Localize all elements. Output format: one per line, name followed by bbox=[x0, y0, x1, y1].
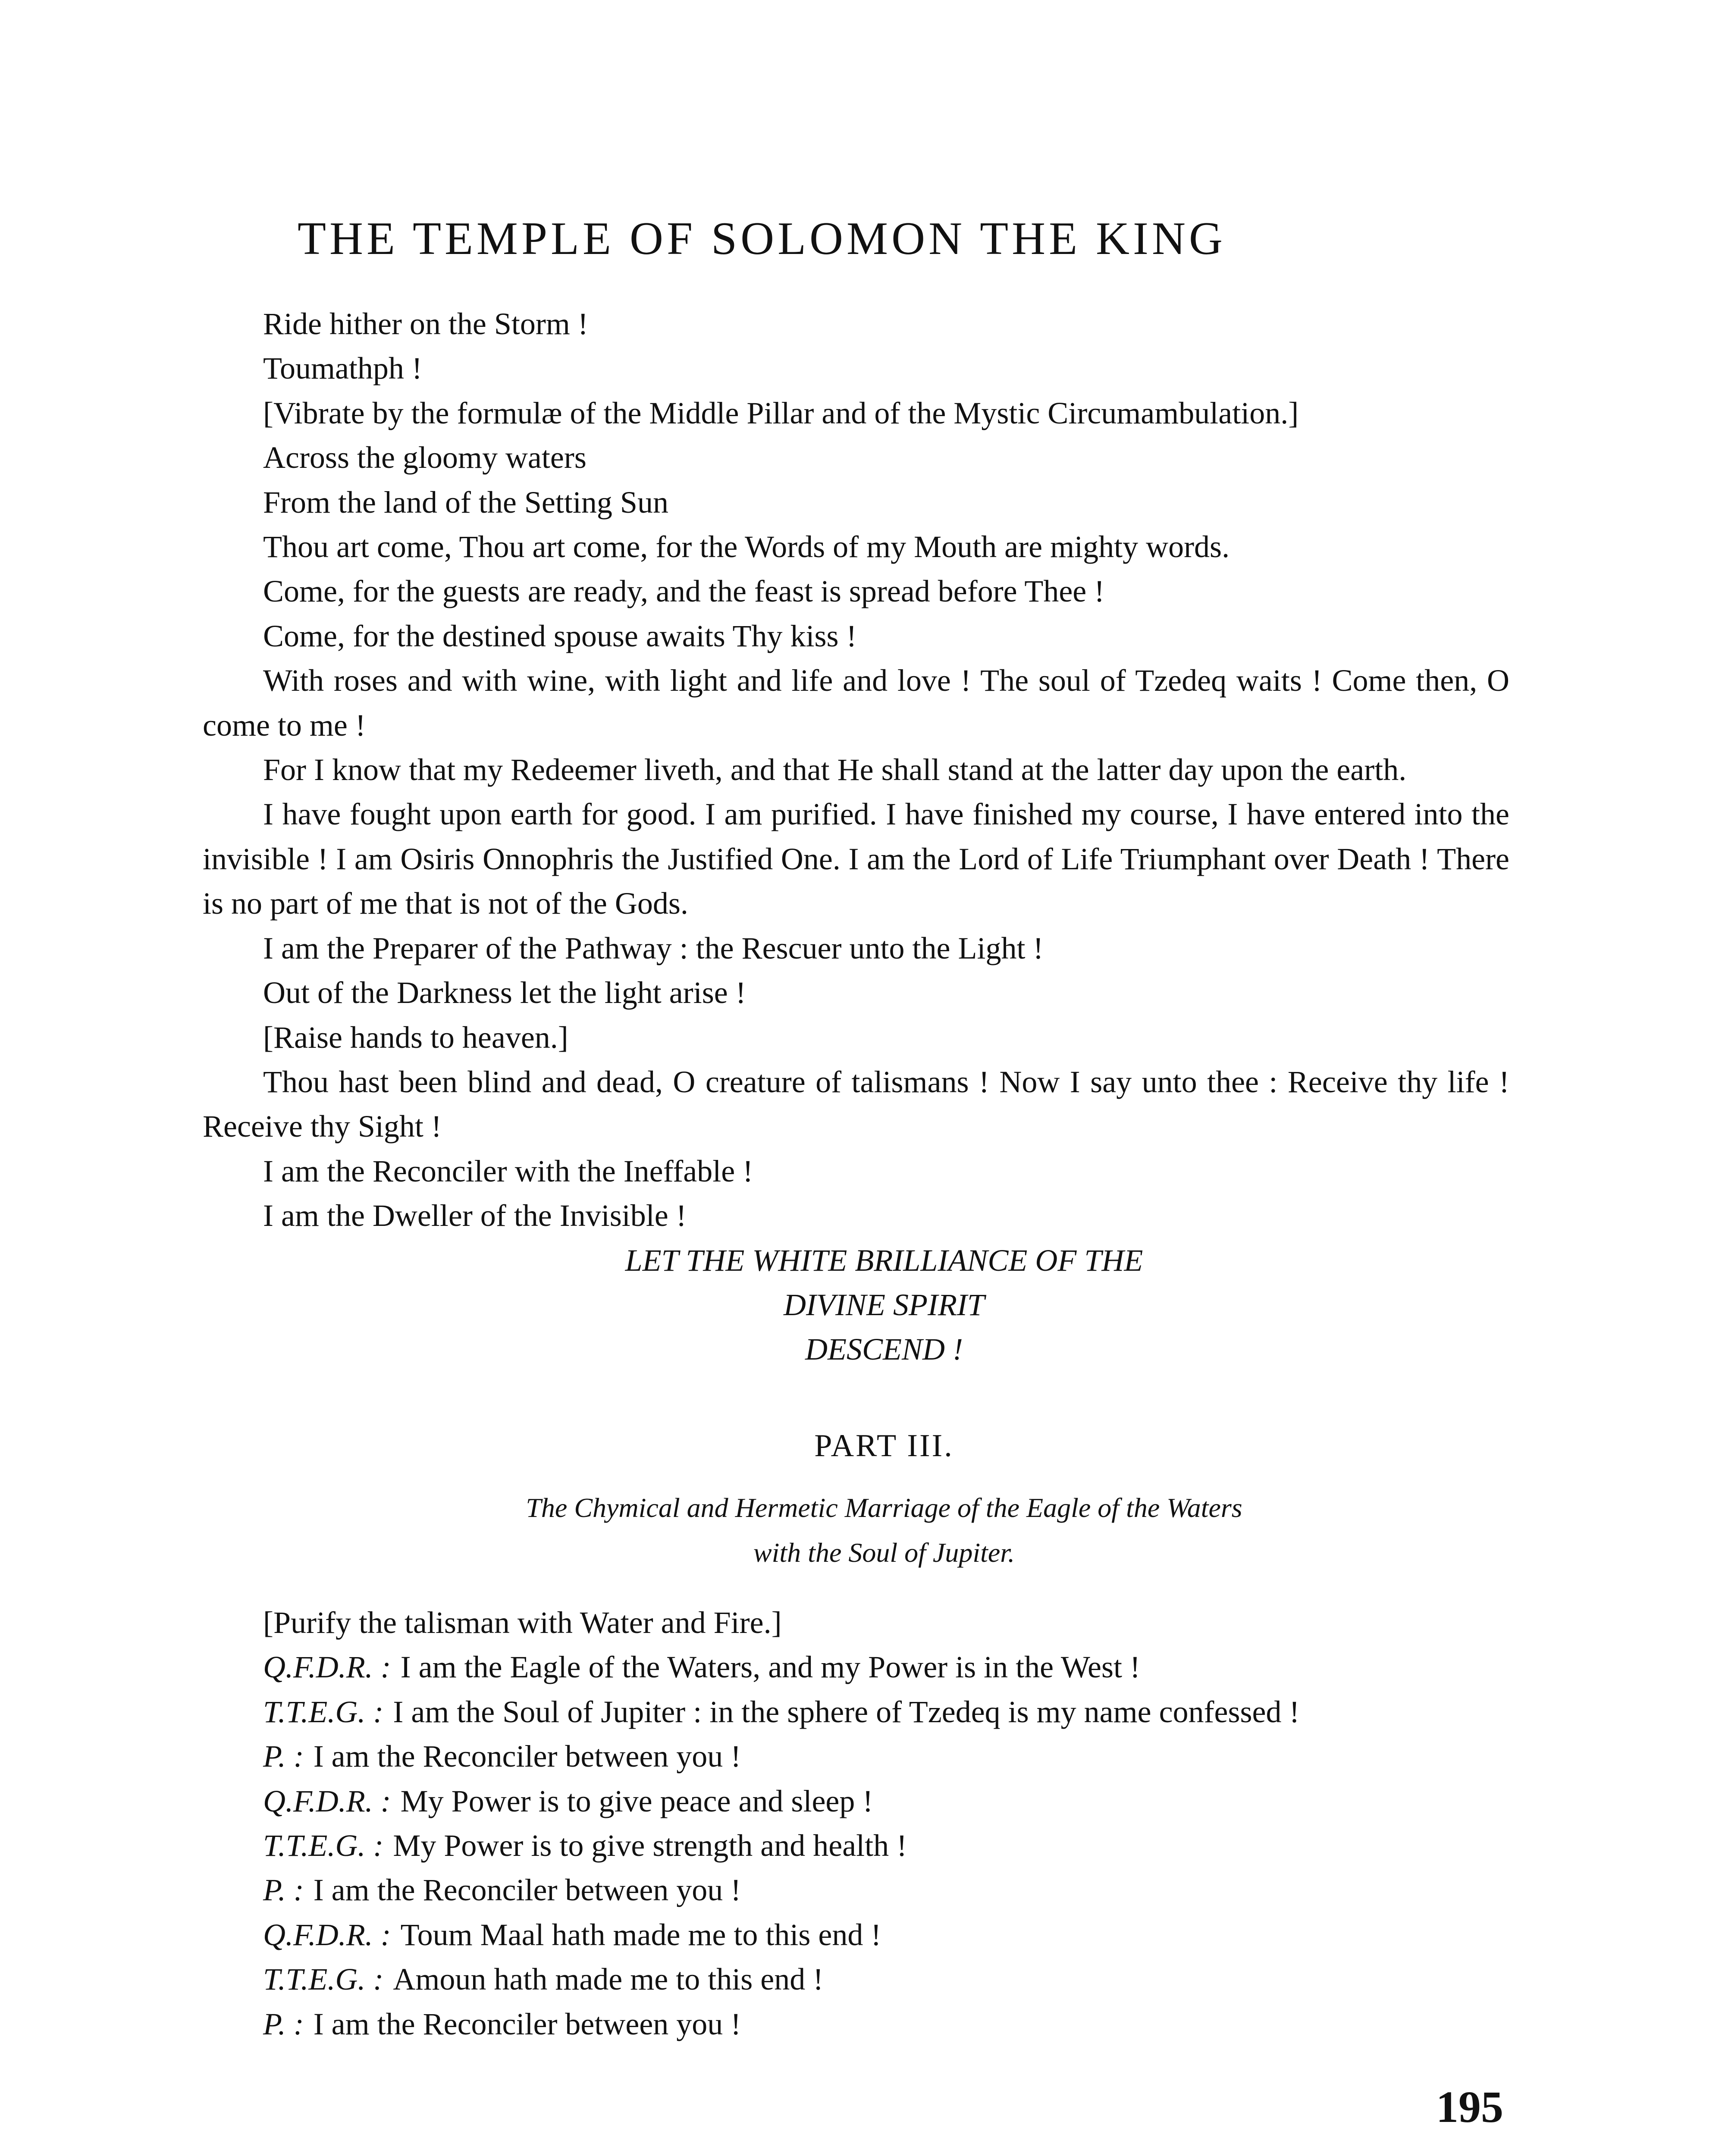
speaker-label: Q.F.D.R. : bbox=[263, 1650, 391, 1685]
text-line: Thou art come, Thou art come, for the Words of my Mouth are mighty words. bbox=[263, 530, 1230, 564]
text-line: Come, for the destined spouse awaits Thy kiss ! bbox=[263, 618, 857, 653]
body-text bbox=[203, 302, 1509, 2046]
speaker-label: Q.F.D.R. : bbox=[263, 1783, 391, 1818]
text-line: I am the Dweller of the Invisible ! bbox=[263, 1198, 687, 1233]
part-subtitle bbox=[203, 1485, 1509, 1575]
part-subtitle-line: with the Soul of Jupiter. bbox=[753, 1537, 1015, 1568]
speaker-label: Q.F.D.R. : bbox=[263, 1917, 391, 1952]
text-line: Ride hither on the Storm ! bbox=[263, 307, 588, 341]
text-line: From the land of the Setting Sun bbox=[263, 485, 668, 520]
part-subtitle-line: The Chymical and Hermetic Marriage of the Eagle of the Waters bbox=[526, 1492, 1242, 1523]
running-head: THE TEMPLE OF SOLOMON THE KING bbox=[298, 213, 1226, 264]
dialogue-text: I am the Soul of Jupiter : in the sphere of Tzedeq is my name confessed ! bbox=[393, 1694, 1300, 1729]
text-line: I am the Reconciler with the Ineffable ! bbox=[263, 1153, 753, 1188]
dialogue-text: I am the Reconciler between you ! bbox=[313, 2006, 741, 2041]
text-line: Come, for the guests are ready, and the feast is spread before Thee ! bbox=[263, 574, 1105, 609]
speaker-label: T.T.E.G. : bbox=[263, 1828, 384, 1863]
dialogue-line bbox=[203, 1779, 1509, 1824]
text-line: Toumathph ! bbox=[263, 351, 422, 386]
stage-direction: [Vibrate by the formulæ of the Middle Pillar and of the Mystic Circumambulation.] bbox=[263, 395, 1299, 430]
dialogue-text: I am the Eagle of the Waters, and my Power is in the West ! bbox=[400, 1650, 1140, 1685]
part-heading: PART III. bbox=[814, 1428, 954, 1463]
speaker-label: P. : bbox=[263, 2006, 304, 2041]
stage-direction: [Raise hands to heaven.] bbox=[263, 1020, 568, 1055]
text-line: I am the Preparer of the Pathway : the Rescuer unto the Light ! bbox=[263, 931, 1044, 965]
speaker-label: T.T.E.G. : bbox=[263, 1694, 384, 1729]
text-paragraph: For I know that my Redeemer liveth, and that He shall stand at the latter day upon the earth. bbox=[263, 752, 1407, 787]
dialogue-text: Amoun hath made me to this end ! bbox=[393, 1962, 824, 1997]
dialogue-text: My Power is to give strength and health ! bbox=[393, 1828, 907, 1863]
dialogue-line bbox=[203, 1645, 1509, 1689]
dialogue-line bbox=[203, 2002, 1509, 2046]
page-number: 195 bbox=[1436, 2082, 1503, 2132]
dialogue-text: Toum Maal hath made me to this end ! bbox=[400, 1917, 881, 1952]
dialogue-line bbox=[203, 1957, 1509, 2002]
dialogue-text: My Power is to give peace and sleep ! bbox=[400, 1783, 873, 1818]
invocation-line: DESCEND ! bbox=[805, 1332, 963, 1367]
dialogue-line bbox=[203, 1690, 1509, 1734]
invocation-line: DIVINE SPIRIT bbox=[784, 1287, 985, 1322]
text-line: Out of the Darkness let the light arise ! bbox=[263, 975, 746, 1010]
text-line: Across the gloomy waters bbox=[263, 440, 586, 475]
speaker-label: P. : bbox=[263, 1873, 304, 1908]
text-paragraph: With roses and with wine, with light and life and love ! The soul of Tzedeq waits ! Come then, O come to me ! bbox=[203, 663, 1509, 743]
dialogue-line bbox=[203, 1824, 1509, 1868]
dialogue-line bbox=[203, 1868, 1509, 1912]
stage-direction: [Purify the talisman with Water and Fire.] bbox=[263, 1605, 782, 1640]
speaker-label: T.T.E.G. : bbox=[263, 1962, 384, 1997]
dialogue-text: I am the Reconciler between you ! bbox=[313, 1873, 741, 1908]
dialogue-text: I am the Reconciler between you ! bbox=[313, 1739, 741, 1774]
invocation-line: LET THE WHITE BRILLIANCE OF THE bbox=[625, 1243, 1143, 1278]
speaker-label: P. : bbox=[263, 1739, 304, 1774]
dialogue-line bbox=[203, 1734, 1509, 1779]
text-paragraph: Thou hast been blind and dead, O creature of talismans ! Now I say unto thee : Receive thy life ! Receive thy Sight ! bbox=[203, 1064, 1509, 1144]
dialogue-line bbox=[203, 1913, 1509, 1957]
text-paragraph: I have fought upon earth for good. I am purified. I have finished my course, I have entered into the invisible ! I am Osiris Onnophris the Justified One. I am the Lord of Life Triumphant over Death ! There is no part of me that is not of the Gods. bbox=[203, 797, 1509, 921]
